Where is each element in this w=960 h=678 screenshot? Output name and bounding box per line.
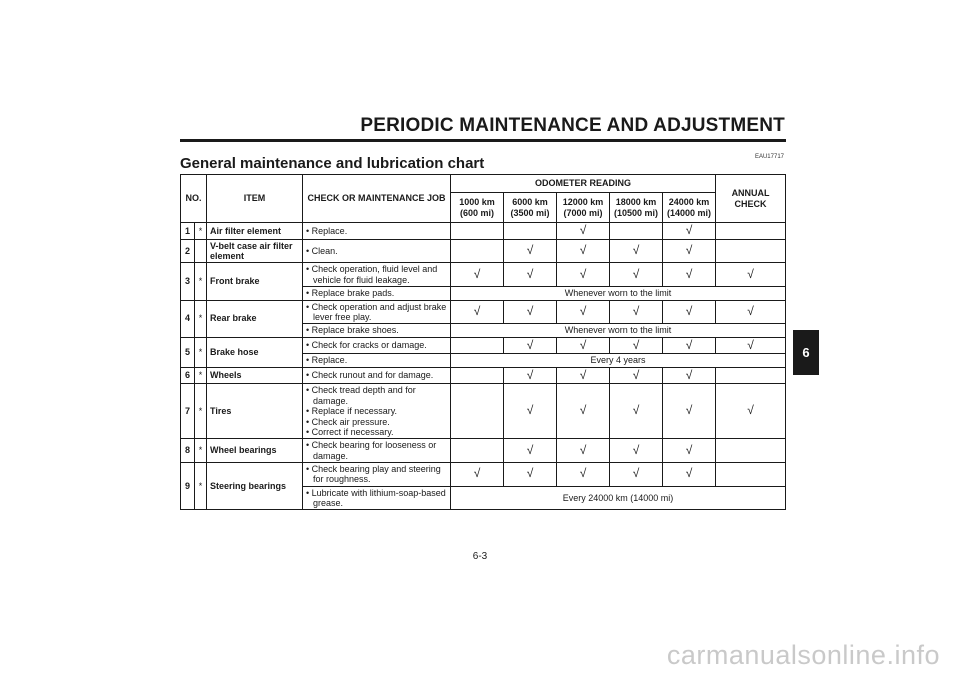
check-cell: √ xyxy=(504,367,557,384)
interval-note: Every 24000 km (14000 mi) xyxy=(451,486,786,510)
check-cell: √ xyxy=(557,239,610,263)
check-cell xyxy=(451,337,504,354)
job-line: • Check bearing for looseness or damage. xyxy=(306,440,437,461)
check-cell xyxy=(716,439,786,463)
item-number: 8 xyxy=(181,439,195,463)
check-cell: √ xyxy=(557,337,610,354)
item-name: Brake hose xyxy=(207,337,303,367)
maintenance-job xyxy=(303,337,451,354)
item-name: Air filter element xyxy=(207,223,303,240)
check-cell: √ xyxy=(663,439,716,463)
check-cell: √ xyxy=(557,384,610,439)
item-star-mark: * xyxy=(195,223,207,240)
check-cell xyxy=(451,439,504,463)
interval-mi: (7000 mi) xyxy=(563,207,603,218)
item-star-mark: * xyxy=(195,337,207,367)
check-cell xyxy=(451,223,504,240)
check-cell: √ xyxy=(557,263,610,287)
check-cell: √ xyxy=(610,384,663,439)
item-name: Steering bearings xyxy=(207,462,303,509)
check-cell: √ xyxy=(504,263,557,287)
check-cell xyxy=(716,239,786,263)
table-row xyxy=(181,337,786,354)
table-row xyxy=(181,462,786,486)
item-number: 1 xyxy=(181,223,195,240)
maintenance-job xyxy=(303,287,451,300)
maintenance-job xyxy=(303,263,451,287)
job-line: • Check runout and for damage. xyxy=(306,370,434,381)
interval-km: 6000 km xyxy=(512,197,548,208)
maintenance-job xyxy=(303,462,451,486)
table-row xyxy=(181,439,786,463)
item-star-mark: * xyxy=(195,300,207,337)
item-number: 3 xyxy=(181,263,195,300)
item-number: 2 xyxy=(181,239,195,263)
item-number: 4 xyxy=(181,300,195,337)
item-star-mark: * xyxy=(195,462,207,509)
check-cell: √ xyxy=(663,384,716,439)
check-cell xyxy=(504,223,557,240)
interval-mi: (3500 mi) xyxy=(510,207,550,218)
header-job: CHECK OR MAINTENANCE JOB xyxy=(303,175,451,223)
table-row xyxy=(181,384,786,439)
check-cell: √ xyxy=(451,300,504,324)
check-cell: √ xyxy=(504,300,557,324)
check-cell xyxy=(716,462,786,486)
header-rule xyxy=(180,139,786,142)
interval-mi: (14000 mi) xyxy=(667,207,712,218)
interval-km: 12000 km xyxy=(562,197,604,208)
check-cell xyxy=(451,384,504,439)
check-cell: √ xyxy=(610,367,663,384)
check-cell: √ xyxy=(557,367,610,384)
maintenance-job xyxy=(303,384,451,439)
maintenance-job xyxy=(303,367,451,384)
check-cell: √ xyxy=(716,263,786,287)
item-star-mark: * xyxy=(195,263,207,300)
job-line: • Replace brake shoes. xyxy=(306,325,399,336)
check-cell: √ xyxy=(663,367,716,384)
item-star-mark: * xyxy=(195,367,207,384)
header-interval xyxy=(451,193,504,223)
check-cell: √ xyxy=(716,384,786,439)
check-cell: √ xyxy=(663,223,716,240)
job-line: • Check air pressure. xyxy=(306,416,390,427)
item-star-mark: * xyxy=(195,384,207,439)
check-cell: √ xyxy=(557,300,610,324)
item-number: 9 xyxy=(181,462,195,509)
item-name: Wheel bearings xyxy=(207,439,303,463)
check-cell: √ xyxy=(451,263,504,287)
check-cell: √ xyxy=(504,439,557,463)
job-line: • Replace brake pads. xyxy=(306,288,395,299)
check-cell: √ xyxy=(504,337,557,354)
check-cell xyxy=(610,223,663,240)
interval-km: 1000 km xyxy=(459,197,495,208)
check-cell: √ xyxy=(557,223,610,240)
item-name: V-belt case air filter element xyxy=(207,239,303,263)
check-cell: √ xyxy=(557,462,610,486)
maintenance-job xyxy=(303,239,451,263)
check-cell: √ xyxy=(557,439,610,463)
header-interval xyxy=(610,193,663,223)
job-line: • Lubricate with lithium-soap-based grease. xyxy=(306,487,446,508)
maintenance-job xyxy=(303,439,451,463)
check-cell: √ xyxy=(716,300,786,324)
page-number: 6-3 xyxy=(472,551,488,562)
job-line: • Replace. xyxy=(306,355,348,366)
job-line: • Clean. xyxy=(306,245,338,256)
job-line: • Check operation, fluid level and vehicle for fluid leakage. xyxy=(306,264,438,285)
watermark: carmanualsonline.info xyxy=(666,640,940,670)
page-header-title: PERIODIC MAINTENANCE AND ADJUSTMENT xyxy=(360,115,785,136)
header-item: ITEM xyxy=(207,175,303,223)
header-interval xyxy=(663,193,716,223)
table-row xyxy=(181,367,786,384)
check-cell xyxy=(451,239,504,263)
maintenance-job xyxy=(303,300,451,324)
check-cell: √ xyxy=(716,337,786,354)
table-row xyxy=(181,263,786,287)
check-cell: √ xyxy=(451,462,504,486)
item-number: 7 xyxy=(181,384,195,439)
interval-km: 24000 km xyxy=(668,197,710,208)
check-cell: √ xyxy=(610,300,663,324)
table-row xyxy=(181,300,786,324)
table-row xyxy=(181,223,786,240)
check-cell: √ xyxy=(504,239,557,263)
header-annual-check: ANNUAL CHECK xyxy=(716,175,786,223)
job-line: • Replace. xyxy=(306,225,348,236)
maintenance-job xyxy=(303,223,451,240)
check-cell xyxy=(716,223,786,240)
interval-mi: (10500 mi) xyxy=(614,207,659,218)
check-cell: √ xyxy=(610,263,663,287)
check-cell xyxy=(451,367,504,384)
table-row xyxy=(181,239,786,263)
maintenance-job xyxy=(303,354,451,367)
item-name: Wheels xyxy=(207,367,303,384)
check-cell: √ xyxy=(504,462,557,486)
interval-note: Whenever worn to the limit xyxy=(451,324,786,337)
maintenance-chart-table xyxy=(180,174,786,510)
check-cell xyxy=(716,367,786,384)
item-number: 5 xyxy=(181,337,195,367)
check-cell: √ xyxy=(610,462,663,486)
item-star-mark xyxy=(195,239,207,263)
item-number: 6 xyxy=(181,367,195,384)
header-interval xyxy=(504,193,557,223)
job-line: • Check bearing play and steering for roughness. xyxy=(306,463,441,485)
item-name: Tires xyxy=(207,384,303,439)
maintenance-job xyxy=(303,324,451,337)
item-star-mark: * xyxy=(195,439,207,463)
item-name: Rear brake xyxy=(207,300,303,337)
interval-note: Every 4 years xyxy=(451,354,786,367)
check-cell: √ xyxy=(610,337,663,354)
header-interval xyxy=(557,193,610,223)
check-cell: √ xyxy=(663,239,716,263)
interval-km: 18000 km xyxy=(615,197,657,208)
check-cell: √ xyxy=(663,462,716,486)
job-line: • Check operation and adjust brake lever free play. xyxy=(306,301,447,322)
header-odometer-reading: ODOMETER READING xyxy=(451,175,716,193)
interval-note: Whenever worn to the limit xyxy=(451,287,786,300)
job-line: • Check tread depth and for damage. xyxy=(306,385,416,406)
job-line: • Check for cracks or damage. xyxy=(306,340,427,351)
maintenance-job xyxy=(303,486,451,510)
item-name: Front brake xyxy=(207,263,303,300)
check-cell: √ xyxy=(610,439,663,463)
header-no: NO. xyxy=(181,175,207,223)
check-cell: √ xyxy=(610,239,663,263)
chapter-tab: 6 xyxy=(793,330,819,375)
job-line: • Correct if necessary. xyxy=(306,426,394,437)
job-line: • Replace if necessary. xyxy=(306,406,398,417)
check-cell: √ xyxy=(663,263,716,287)
check-cell: √ xyxy=(504,384,557,439)
check-cell: √ xyxy=(663,300,716,324)
check-cell: √ xyxy=(663,337,716,354)
interval-mi: (600 mi) xyxy=(460,207,495,218)
section-title: General maintenance and lubrication chart xyxy=(180,155,485,172)
document-code: EAU17717 xyxy=(754,154,784,160)
